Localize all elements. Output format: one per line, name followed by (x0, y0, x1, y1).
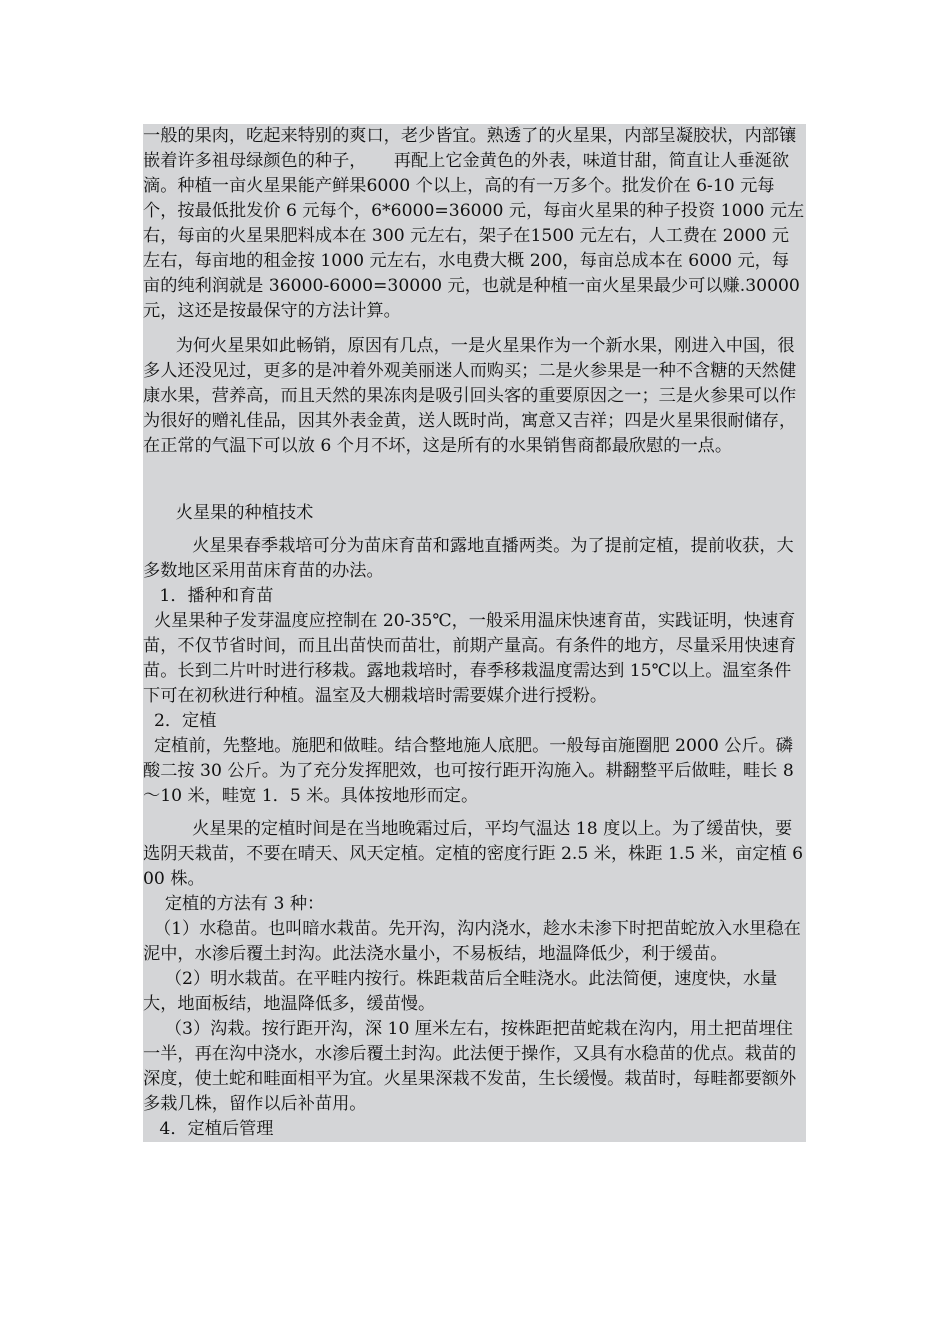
paragraph-methods-intro: 定植的方法有 3 种： (143, 894, 325, 914)
heading-planting: 2．定植 (143, 711, 217, 731)
paragraph-sowing: 火星果种子发芽温度应控制在 20-35℃，一般采用温床快速育苗，实践证明，快速育苗，不仅节省时间，而且出苗快而苗壮，前期产量高。有条件的地方，尽量采用快速育苗。长到二片叶时进行移栽。露地栽培时，春季移栽温度需达到 15℃以上。温室条件下可在初秋进行种植。温室及大棚栽培时需要媒介进行授粉。 (143, 611, 797, 706)
document-body (143, 124, 806, 1142)
section-title: 火星果的种植技术 (143, 503, 314, 523)
method-3: （3）沟栽。按行距开沟，深 10 厘米左右，按株距把苗蛇栽在沟内，用土把苗埋住一半，再在沟中浇水，水渗后覆土封沟。此法便于操作，又具有水稳苗的优点。栽苗的深度，使土蛇和畦面相平为宜。火星果深栽不发苗，生长缓慢。栽苗时，每畦都要额外多栽几株，留作以后补苗用。 (143, 1019, 797, 1114)
paragraph-planting-time: 火星果的定植时间是在当地晚霜过后，平均气温达 18 度以上。为了缓苗快，要选阴天栽苗，不要在晴天、风天定植。定植的密度行距 2.5 米，株距 1.5 米，亩定植 600 株。 (143, 819, 804, 889)
heading-sowing: 1．播种和育苗 (143, 586, 274, 606)
paragraph-intro: 火星果春季栽培可分为苗床育苗和露地直播两类。为了提前定植，提前收获，大多数地区采用苗床育苗的办法。 (143, 536, 794, 581)
paragraph-reasons: 为何火星果如此畅销，原因有几点，一是火星果作为一个新水果，刚进入中国，很多人还没见过，更多的是冲着外观美丽迷人而购买；二是火参果是一种不含糖的天然健康水果，营养高，而且天然的果冻肉是吸引回头客的重要原因之一；三是火参果可以作为很好的赠礼佳品，因其外表金黄，送人既时尚，寓意又吉祥；四是火星果很耐储存，在正常的气温下可以放 6 个月不坏，这是所有的水果销售商都最欣慰的一点。 (143, 336, 797, 456)
paragraph-yield: 一般的果肉，吃起来特别的爽口，老少皆宜。熟透了的火星果，内部呈凝胶状，内部镶嵌着许多祖母绿颜色的种子， 再配上它金黄色的外表，味道甘甜，简直让人垂涎欲滴。种植一亩火星果能产鲜果6000 个以上，高的有一万多个。批发价在 6-10 元每个，按最低批发价 6 元每个，6*6000=36000 元，每亩火星果的种子投资 1000 元左右，每亩的火星果肥料成本在 300 元左右，架子在1500 元左右，人工费在 2000 元左右，每亩地的租金按 1000 元左右，水电费大概 200，每亩总成本在 6000 元，每亩的纯利润就是 36000-6000=30000 元，也就是种植一亩火星果最少可以赚.30000 元，这还是按最保守的方法计算。 (143, 126, 806, 321)
method-1: （1）水稳苗。也叫暗水栽苗。先开沟，沟内浇水，趁水未渗下时把苗蛇放入水里稳在泥中，水渗后覆土封沟。此法浇水量小，不易板结，地温降低少，利于缓苗。 (143, 919, 801, 964)
method-2: （2）明水栽苗。在平畦内按行。株距栽苗后全畦浇水。此法简便，速度快，水量大，地面板结，地温降低多，缓苗慢。 (143, 969, 778, 1014)
heading-after-planting: 4．定植后管理 (143, 1119, 274, 1139)
paragraph-planting: 定植前，先整地。施肥和做畦。结合整地施人底肥。一般每亩施圈肥 2000 公斤。磷酸二按 30 公斤。为了充分发挥肥效，也可按行距开沟施入。耕翻整平后做畦，畦长 8～10 米，畦宽 1．5 米。具体按地形而定。 (143, 736, 794, 806)
